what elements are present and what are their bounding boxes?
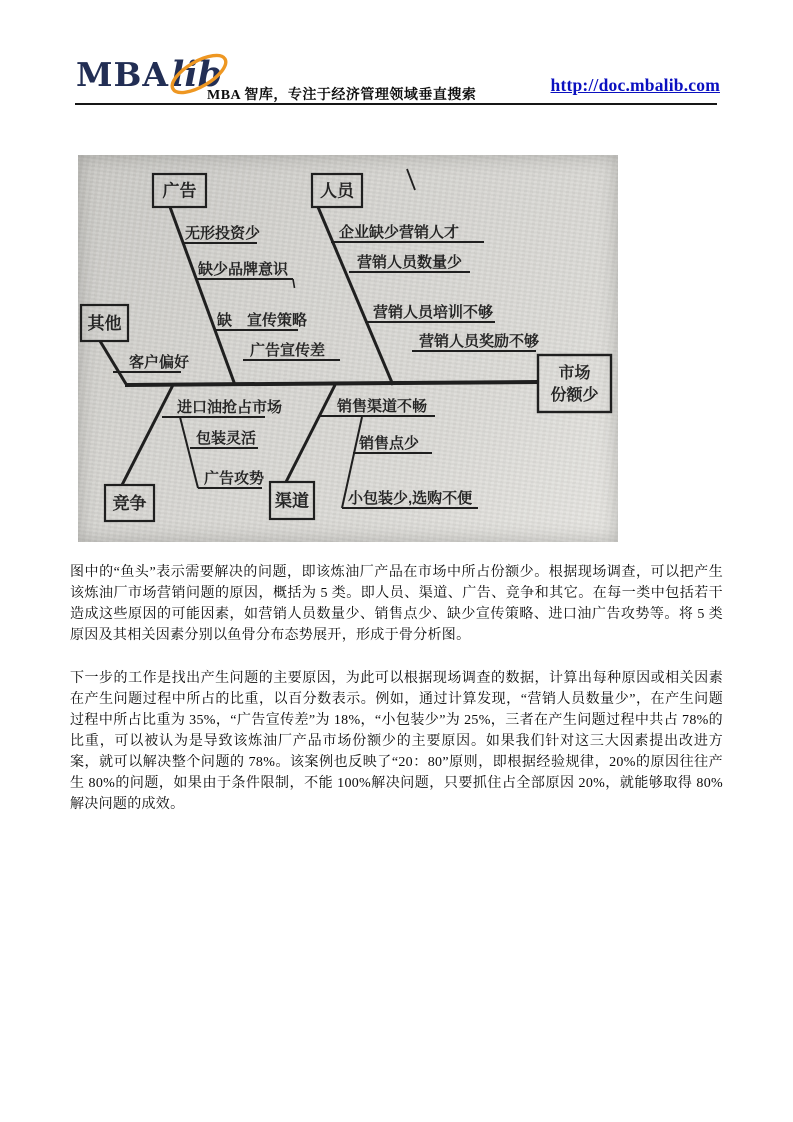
- paragraph-2: 下一步的工作是找出产生问题的主要原因，为此可以根据现场调查的数据，计算出每种原因或相关因素在产生问题过程中所占的比重，以百分数表示。例如，通过计算发现，“营销人员数量少”，在产生问题过程中所占比重为 35%，“广告宣传差”为 18%，“小包装少”为 25%，三者在产生问题过程中共占 78%的比重，可以被认为是导致该炼油厂产品市场份额少的主要原因。如果我们针对这三大因素提出改进方案，就可以解决整个问题的 78%。该案例也反映了“20：80”原则，即根据经验规律，20%的原因往往产生 80%的问题，如果由于条件限制，不能 100%解决问题，只要抓住占全部原因 20%，就能够取得 80%解决问题的成效。: [70, 671, 723, 812]
- scan-stray-mark: [407, 169, 415, 190]
- category-label-other: 其他: [87, 314, 122, 333]
- category-label-competition: 竞争: [112, 494, 147, 513]
- cause-label-competition-1: 进口油抢占市场: [177, 399, 283, 416]
- cause-label-personnel-3: 营销人员培训不够: [373, 304, 494, 321]
- logo-text-mba: MBA: [76, 55, 170, 94]
- fishbone-diagram-image: [78, 155, 618, 542]
- category-bone-other: [100, 341, 126, 384]
- fishbone-spine: [125, 382, 538, 385]
- cause-label-ads-3: 缺 宣传策略: [217, 312, 308, 329]
- inner-bone-competition: [180, 417, 198, 488]
- category-label-ads: 广告: [162, 181, 197, 201]
- category-label-channel: 渠道: [275, 491, 309, 511]
- cause-label-ads-4: 广告宣传差: [250, 342, 326, 359]
- header-divider: [75, 103, 717, 105]
- category-bone-channel: [286, 385, 335, 482]
- mbalib-logo: [76, 54, 222, 102]
- cause-label-competition-3: 广告攻势: [204, 470, 265, 487]
- site-url-link[interactable]: http://doc.mbalib.com: [550, 75, 720, 95]
- cause-label-channel-1: 销售渠道不畅: [337, 398, 428, 415]
- category-bone-competition: [122, 385, 173, 485]
- category-label-personnel: 人员: [320, 181, 354, 201]
- cause-label-competition-2: 包装灵活: [196, 430, 257, 447]
- cause-label-ads-1: 无形投资少: [185, 225, 261, 242]
- fishbone-diagram-svg: [78, 155, 618, 542]
- cause-label-personnel-1: 企业缺少营销人才: [339, 224, 460, 241]
- logo-text-lib: lib: [171, 54, 223, 95]
- cause-label-channel-2: 销售点少: [359, 435, 420, 452]
- paragraph-1: 图中的“鱼头”表示需要解决的问题，即该炼油厂产品在市场中所占份额少。根据现场调查，可以把产生该炼油厂市场营销问题的原因，概括为 5 类。即人员、渠道、广告、竞争和其它。在每一类中包括若干造成这些原因的可能因素，如营销人员数量少、销售点少、缺少宣传策略、进口油广告攻势等。将 5 类原因及其相关因素分别以鱼骨分布态势展开，形成于骨分析图。: [70, 565, 723, 643]
- scan-tick-mark: [293, 279, 295, 288]
- cause-label-personnel-4: 营销人员奖励不够: [419, 333, 540, 350]
- cause-label-other-1: 客户偏好: [129, 354, 190, 371]
- site-tagline: MBA 智库，专注于经济管理领域垂直搜索: [207, 88, 477, 103]
- problem-label-line1: 市场: [558, 365, 591, 382]
- problem-label-line2: 份额少: [550, 387, 599, 404]
- cause-label-ads-2: 缺少品牌意识: [198, 261, 289, 278]
- cause-label-personnel-2: 营销人员数量少: [357, 254, 463, 271]
- cause-label-channel-3: 小包装少,选购不便: [348, 490, 473, 507]
